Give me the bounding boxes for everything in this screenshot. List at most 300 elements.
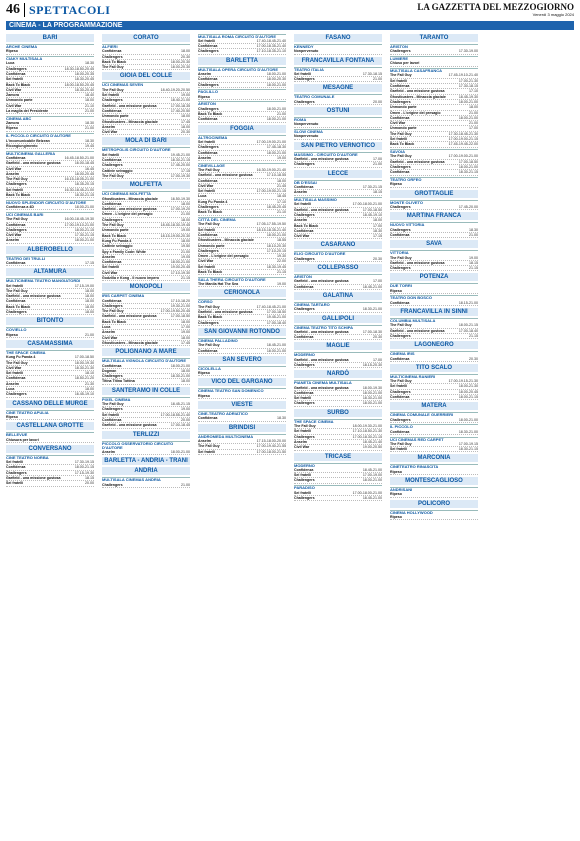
showtimes: 18.00	[181, 114, 190, 119]
cinema-name: MULTISALA VIGNOLA CIRCUITO D'AUTORE	[102, 358, 190, 363]
listings-column-4	[294, 32, 382, 832]
film-title: The Fall Guy	[6, 288, 28, 293]
showtime-row	[198, 49, 286, 54]
film-title: The Fall Guy	[294, 424, 316, 429]
film-title: Garfield - una missione gustosa	[102, 423, 157, 428]
cinema-name: MONTE OLIVETO	[390, 200, 478, 205]
city-heading: CORATO	[102, 34, 190, 42]
showtime-row	[294, 77, 382, 82]
showtimes: 18.40	[85, 93, 94, 98]
film-title: Civil War	[6, 103, 22, 108]
showtimes: 18.00-20.45	[458, 389, 478, 394]
film-title: Confidenza	[294, 335, 314, 340]
film-title: Confidenza	[102, 158, 122, 163]
film-title: Titina Titina Tottina	[102, 379, 135, 384]
film-title: Anselm	[6, 238, 19, 243]
showtimes: 17.00-19.15-21.30	[448, 379, 478, 384]
showtimes: 18.00-21.00	[362, 401, 382, 406]
film-title: Confidenza	[294, 184, 314, 189]
film-title: Anselm	[102, 330, 115, 335]
showtimes: 21.00	[181, 482, 190, 487]
showtimes: 17.00-18.30-21.15	[352, 434, 382, 439]
city-heading: MOLFETTA	[102, 181, 190, 189]
cinema-name: CINEMA ABC	[6, 116, 94, 121]
showtimes: 18.30	[469, 227, 478, 232]
cinema-name: BELLEVUE	[6, 432, 94, 437]
showtimes: 18.00	[181, 124, 190, 129]
showtimes: 17.00-18.50	[170, 314, 190, 319]
film-title: Omen - L'origine del presagio	[390, 110, 441, 115]
showtimes: 18.00-21.00	[266, 106, 286, 111]
film-title: Garfield - una missione gustosa	[390, 328, 445, 333]
showtimes: 17.10-18.50-21.30	[352, 429, 382, 434]
showtime-row	[198, 349, 286, 354]
showtimes: 17.45-18.30	[266, 145, 286, 150]
showtimes: 17.00-19.20	[170, 207, 190, 212]
film-title: Garfield - una missione gustosa	[198, 310, 253, 315]
showtimes: 21.10	[85, 103, 94, 108]
showtimes: 17.00	[373, 357, 382, 362]
showtimes: 19.00	[469, 255, 478, 260]
film-title: Zamora	[6, 121, 19, 126]
showtimes: 18.30-21.15	[170, 158, 190, 163]
film-title: Garfield - una missione gustosa	[390, 89, 445, 94]
film-title: Anselm	[102, 450, 115, 455]
city-heading: VICO DEL GARGANO	[198, 378, 286, 386]
cinema-name: ALTROCINEMA	[198, 135, 286, 140]
showtimes: 17.00-18.50	[266, 310, 286, 315]
showtimes: 20.00	[181, 417, 190, 422]
header-divider	[24, 3, 25, 17]
showtimes: 18.00-21.00	[458, 99, 478, 104]
showtimes: 18.50-21.20	[74, 376, 94, 381]
film-title: Unmondo parte	[198, 243, 225, 248]
film-title: Sei fratelli	[294, 71, 312, 76]
city-heading: CONVERSANO	[6, 445, 94, 453]
cinema-name: IL PICCOLO	[390, 424, 478, 429]
cinema-name: SLOW CINEMA	[294, 129, 382, 134]
cinema-name: TEATRO DEI TRULLI	[6, 256, 94, 261]
film-title: Ripeso	[6, 414, 18, 419]
city-heading: FRANCAVILLA FONTANA	[294, 57, 382, 65]
film-title: Civil War	[198, 259, 214, 264]
showtimes: 17.45-20.00	[170, 163, 190, 168]
film-title: Challengers	[198, 49, 219, 54]
cinema-name: CITTÀ DEL CINEMA	[198, 217, 286, 222]
film-title: Civil War	[294, 234, 310, 239]
cinema-name: IRIS CARPET CINEMA	[102, 293, 190, 298]
showtimes: 18.00-20.35	[74, 71, 94, 76]
showtime-row	[390, 334, 478, 339]
film-title: Sei fratelli	[294, 429, 312, 434]
cinema-name: MULTISALA MASSIMO	[294, 197, 382, 202]
film-title: The Fall Guy	[6, 360, 28, 365]
listings-column-1	[6, 32, 94, 832]
film-title: Ripeso	[6, 49, 18, 54]
showtimes: 21.15	[277, 270, 286, 275]
showtimes: 17.30-19.15	[74, 460, 94, 465]
city-heading: MAGLIE	[294, 342, 382, 350]
film-title: Kung Fu Panda 4	[6, 355, 36, 360]
film-title: Unmondo parte	[390, 105, 417, 110]
showtime-row	[294, 100, 382, 105]
city-heading: TRICASE	[294, 453, 382, 461]
showtimes: 18.30-21.15	[458, 447, 478, 452]
showtimes: 19.45-21.00	[170, 152, 190, 157]
showtimes: 16.00-18.45-19.30	[64, 217, 94, 222]
cinema-name: UCI CINEMAS SEVEN	[102, 82, 190, 87]
showtimes: 17.00	[373, 279, 382, 284]
cinema-name: MASSIMO - CIRCUITO D'AUTORE	[294, 152, 382, 157]
cinema-name: PICCOLO OSSERVATORIO CIRCUITO D'AUTORE	[102, 441, 190, 451]
showtimes: 18.00	[181, 335, 190, 340]
film-title: Ghostbusters - Minaccia glaciale	[390, 94, 446, 99]
film-title: Back To Black	[102, 233, 127, 238]
film-title: Challengers	[6, 66, 27, 71]
showtimes: 18.15	[85, 476, 94, 480]
film-title: The Fall Guy	[390, 131, 412, 136]
showtimes: 18.30-20.40	[74, 87, 94, 92]
film-title: Ripeso	[390, 469, 402, 474]
cinema-name: CINEMA COMUNALE GUERRIERI	[390, 412, 478, 417]
showtime-row	[102, 174, 190, 179]
showtime-row	[102, 341, 190, 346]
film-title: Garfield - una missione gustosa	[390, 260, 445, 265]
city-heading: BARLETTA	[198, 57, 286, 65]
showtime-row	[198, 282, 286, 287]
showtimes: 18.00	[85, 299, 94, 304]
cinema-name: CINE-TEATRO ADRIATICO	[198, 411, 286, 416]
showtimes: 18.30	[85, 121, 94, 126]
film-title: Back To Black	[198, 112, 223, 117]
cinema-name: TEATRO DON BOSCO	[390, 295, 478, 300]
film-title: Anselm	[294, 218, 307, 223]
film-title: Cattivie selvaggio	[102, 168, 133, 173]
showtime-row	[198, 156, 286, 161]
showtimes: 17.45	[181, 340, 190, 345]
film-title: Challengers	[198, 82, 219, 87]
film-title: Challengers	[390, 333, 411, 338]
showtimes: 18.00-21.00	[266, 233, 286, 237]
film-title: Sei fratelli	[294, 490, 312, 495]
film-title: Challengers	[102, 98, 123, 103]
film-title: Confidenza a 4D	[6, 205, 34, 210]
film-title: Ripeso	[390, 514, 402, 519]
showtimes: 18.30-21.00	[362, 396, 382, 401]
film-title: The Fall Guy	[390, 255, 412, 260]
film-title: Challengers	[6, 470, 27, 475]
showtimes: 17.00-19.10-21.00	[64, 222, 94, 227]
showtimes: 18.00	[277, 178, 286, 183]
showtimes: 17.15	[373, 234, 382, 239]
showtimes: 18.00-21.00	[266, 150, 286, 155]
film-title: The Fall Guy	[390, 323, 412, 328]
showtimes: 17.45-20.00	[458, 205, 478, 210]
film-title: Garfield - una missione gustosa	[6, 476, 61, 480]
showtimes: 17.00	[181, 325, 190, 330]
film-title: Confidenza	[6, 222, 26, 227]
film-title: Luca	[6, 387, 15, 392]
film-title: Anselm	[198, 155, 211, 160]
film-title: Challengers	[294, 212, 315, 217]
showtimes: 17.00-18.35-21.40	[256, 44, 286, 49]
film-title: Confidenza	[102, 108, 122, 113]
cinema-name: ANDRISANI	[390, 487, 478, 492]
film-title: Ghostbusters - Minaccia glaciale	[102, 340, 158, 345]
showtime-row	[294, 234, 382, 239]
showtimes: 18.00	[85, 304, 94, 309]
newspaper-name: LA GAZZETTA DEL MEZZOGIORNO	[417, 2, 574, 12]
cinema-name: METROPOLIS CIRCUITO D'AUTORE	[102, 147, 190, 152]
film-title: Sei fratelli	[6, 77, 24, 82]
cinema-name: MULTISALA CINEMAS ANDRIA	[102, 477, 190, 482]
cinema-name: CINEVILLAGE	[198, 163, 286, 168]
showtimes: 18.00-21.00	[170, 450, 190, 455]
cinema-name: PIXEL CINEMA	[102, 397, 190, 402]
cinema-name: MODERNO	[294, 352, 382, 357]
showtimes: 18.30-21.00	[170, 374, 190, 379]
film-title: Confidenza	[198, 233, 218, 237]
showtimes: 18.00	[85, 387, 94, 392]
showtime-row	[390, 61, 478, 66]
showtimes: 18.45-19.30	[458, 94, 478, 99]
showtimes: 18.00-21.30	[458, 384, 478, 389]
showtime-row	[198, 321, 286, 326]
film-title: Confidenza	[198, 416, 218, 421]
showtimes: 20.30	[181, 130, 190, 135]
showtimes: 18.00-20.30	[266, 77, 286, 82]
film-title: The Fall Guy	[390, 379, 412, 384]
film-title: Sei fratelli	[294, 202, 312, 207]
showtime-row	[102, 423, 190, 428]
showtimes: 19.00	[181, 407, 190, 412]
city-heading: POLICORO	[390, 500, 478, 508]
showtimes: 21.00	[277, 112, 286, 117]
film-title: Challengers	[102, 217, 123, 222]
showtimes: 18.45-21.00	[362, 284, 382, 289]
city-heading: MONTESCAGLIOSO	[390, 477, 478, 485]
film-title: Nonpervenuto	[294, 122, 319, 127]
showtimes: 20.00	[373, 99, 382, 104]
city-heading: CERIGNOLA	[198, 289, 286, 297]
film-title: Anselm	[6, 381, 19, 386]
showtime-row	[6, 109, 94, 114]
showtimes: 21.00	[181, 212, 190, 217]
showtimes: 18.00	[181, 368, 190, 373]
city-heading: FASANO	[294, 34, 382, 42]
film-title: Garfield - una missione gustosa	[294, 357, 349, 362]
showtimes: 18.00	[85, 288, 94, 293]
showtimes: 18.00	[85, 98, 94, 103]
film-title: Challengers	[102, 374, 123, 379]
showtime-row	[6, 126, 94, 131]
film-title: Anselm	[294, 439, 307, 444]
showtimes: 18.30-20.45	[74, 77, 94, 82]
film-title: Challengers	[102, 54, 123, 59]
film-title: Sei fratelli	[6, 481, 24, 486]
city-heading: BARI	[6, 34, 94, 42]
showtime-row	[6, 49, 94, 54]
showtime-row	[390, 205, 478, 210]
film-title: Ricongiungimento	[6, 143, 38, 148]
issue-date: Venerdì 3 maggio 2024	[532, 12, 574, 17]
cinema-name: COLUMBIA MULTISALA	[390, 318, 478, 323]
film-title: Sei fratelli	[390, 384, 408, 389]
showtimes: 21.15	[469, 266, 478, 271]
film-title: Challengers	[390, 99, 411, 104]
film-title: Sei fratelli	[6, 371, 24, 376]
city-heading: MESAGNE	[294, 84, 382, 92]
film-title: Ripeso	[6, 126, 18, 131]
showtime-row	[390, 515, 478, 520]
showtimes: 19.05	[181, 254, 190, 259]
showtimes: 17.00-18.55-21.40	[160, 412, 190, 417]
showtime-row	[294, 445, 382, 450]
showtimes: 18.00-20.30	[170, 65, 190, 70]
film-title: Civil War	[198, 183, 214, 188]
city-heading: NARDÒ	[294, 370, 382, 378]
showtime-row	[390, 142, 478, 147]
film-title: Garfield - una missione gustosa	[390, 159, 445, 164]
showtimes: 18.30-21.00	[458, 429, 478, 434]
city-heading: COLLEPASSO	[294, 264, 382, 272]
showtime-row	[6, 238, 94, 243]
showtime-row	[102, 130, 190, 135]
showtimes: 17.30-18.15	[458, 84, 478, 89]
film-title: Confidenza	[102, 260, 122, 265]
showtime-row	[294, 49, 382, 54]
film-title: Ghostbusters - Minaccia glaciale	[102, 196, 158, 201]
showtimes: 18.15	[469, 260, 478, 265]
showtimes: 16.30-18.45-21.00	[64, 187, 94, 192]
film-title: Back To Black	[6, 82, 31, 87]
showtimes: 17.00-18.30	[362, 329, 382, 334]
showtime-row	[294, 134, 382, 139]
showtimes: 17.40-18.45-21.40	[256, 38, 286, 43]
showtimes: 17.45-19.10-21.40	[448, 73, 478, 78]
film-title: Confidenza	[6, 465, 26, 470]
showtimes: 18.00	[181, 379, 190, 384]
film-title: Challengers	[198, 320, 219, 325]
film-title: The Fall Guy	[6, 217, 28, 222]
showtimes: 18.30	[85, 138, 94, 143]
film-title: Sei fratelli	[198, 139, 216, 144]
showtimes: 21.00	[469, 121, 478, 126]
city-heading: VIESTE	[198, 401, 286, 409]
cinema-name: CINEMA HOLLYWOOD	[390, 510, 478, 515]
film-title: Unmondo parte	[102, 228, 129, 233]
showtimes: 18.40-19.20-20.50	[160, 87, 190, 92]
showtimes: 17.10-18.55	[266, 173, 286, 178]
showtime-row	[294, 257, 382, 262]
section-banner: CINEMA - LA PROGRAMMAZIONE	[6, 21, 574, 30]
film-title: Confidenza	[6, 155, 26, 160]
cinema-name: MULTICINEMA GALLERIA	[6, 151, 94, 156]
cinema-name: LUMIERE	[390, 56, 478, 61]
listings-column-5	[390, 32, 478, 832]
showtime-row	[390, 266, 478, 271]
film-title: Unmondo parte	[390, 126, 417, 131]
film-title: The Fall Guy	[390, 441, 412, 446]
film-title: Sei fratelli	[6, 283, 24, 288]
film-title: Confidenza	[198, 77, 218, 82]
film-title: Sei fratelli	[6, 187, 24, 192]
city-heading: FRANCAVILLA IN SINNI	[390, 308, 478, 316]
showtimes: 17.00-19.00-21.00	[256, 139, 286, 144]
film-title: Challengers	[294, 478, 315, 483]
cinema-name: ARISTON	[294, 274, 382, 279]
showtime-row	[294, 335, 382, 340]
film-title: Challengers	[6, 182, 27, 187]
city-heading: LECCE	[294, 170, 382, 178]
showtimes: 18.30-18.50-20.45	[64, 66, 94, 71]
film-title: Ripeso	[390, 182, 402, 187]
film-title: Confidenza	[294, 284, 314, 289]
cinema-name: MULTISALA OPERA CIRCUITO D'AUTORE	[198, 67, 286, 72]
showtimes: 17.00-19.00	[362, 473, 382, 478]
film-title: L'incomunicabile Belzean	[6, 138, 50, 143]
city-heading: MONOPOLI	[102, 283, 190, 291]
showtimes: 19.00	[181, 330, 190, 335]
showtimes: 18.00-21.00	[458, 417, 478, 422]
cinema-name: CINEMA IRIS	[390, 351, 478, 356]
film-title: Confidenza	[390, 356, 410, 361]
film-title: Garfield - una missione gustosa	[6, 161, 61, 166]
showtimes: 18.30-21.00	[362, 307, 382, 312]
film-title: Challengers	[102, 407, 123, 412]
showtimes: 18.00-21.15	[74, 465, 94, 470]
film-title: Sei fratelli	[390, 447, 408, 452]
showtimes: 18.15-20.30	[362, 362, 382, 367]
showtimes: 18.30-19.45	[266, 264, 286, 269]
showtimes: 17.15-19.00	[74, 283, 94, 288]
showtimes: 18.00-21.00	[362, 478, 382, 483]
cinema-name: MULTISALA CASAFRANCA	[390, 68, 478, 73]
film-title: Confidenza	[198, 348, 218, 353]
showtimes: 18.00	[181, 49, 190, 54]
film-title: Confidenza	[198, 150, 218, 155]
cinema-name: TEATRO ITALIA	[294, 67, 382, 72]
cinema-name: VITTORIA	[390, 250, 478, 255]
film-title: Kung Fu Panda 4	[102, 238, 132, 243]
showtimes: 17.15-19.30	[74, 470, 94, 475]
showtime-row	[198, 83, 286, 88]
film-title: Challengers	[6, 392, 27, 397]
showtime-row	[390, 357, 478, 362]
showtimes: 16.45-18.50-21.00	[64, 155, 94, 160]
showtimes: 17.30-19.00	[458, 49, 478, 54]
showtime-row	[198, 270, 286, 275]
film-title: Confidenza	[6, 299, 26, 304]
city-heading: MATERA	[390, 402, 478, 410]
film-title: The Fall Guy	[102, 402, 124, 407]
page-header	[0, 0, 580, 20]
film-title: Garfield - una missione gustosa	[102, 103, 157, 108]
showtime-row	[390, 233, 478, 238]
showtimes: 18.00-19.30	[362, 385, 382, 390]
showtimes: 17.00-18.40	[458, 328, 478, 333]
showtimes: 16.30-19.00-21.40	[256, 167, 286, 172]
city-heading: SANTERAMO IN COLLE	[102, 387, 190, 395]
film-title: Challengers	[294, 362, 315, 367]
film-title: Anselm	[198, 438, 211, 443]
film-title: Challengers	[390, 417, 411, 422]
showtimes: 21.45	[277, 183, 286, 188]
showtime-row	[6, 438, 94, 443]
film-title: Challengers	[294, 256, 315, 261]
cinema-name: DB D'ESSAI	[294, 180, 382, 185]
showtime-row	[102, 276, 190, 281]
